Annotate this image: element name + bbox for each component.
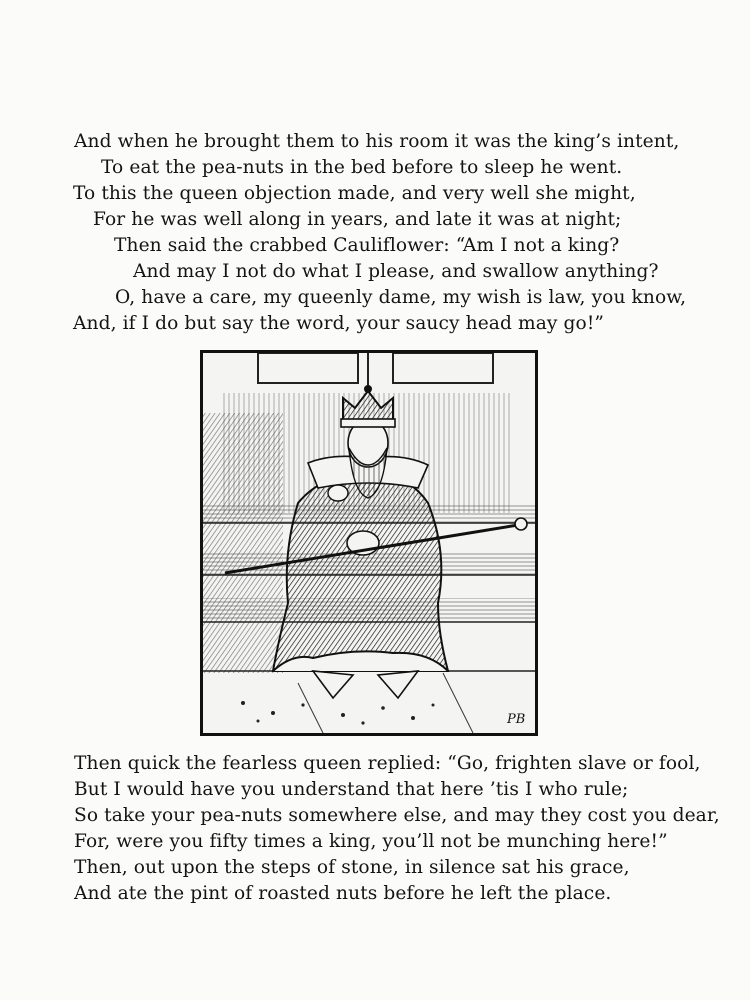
verse-line: And ate the pint of roasted nuts before he left the place. xyxy=(74,883,612,904)
verse-line: Then said the crabbed Cauliflower: “Am I not a king? xyxy=(114,235,620,256)
king-on-steps-illustration xyxy=(200,350,538,736)
verse-line: Then quick the fearless queen replied: “Go, frighten slave or fool, xyxy=(74,753,701,774)
engraving-drawing xyxy=(203,353,535,733)
verse-line: So take your pea-nuts somewhere else, and may they cost you dear, xyxy=(74,805,720,826)
verse-line: To this the queen objection made, and very well she might, xyxy=(73,183,636,204)
verse-line: And when he brought them to his room it was the king’s intent, xyxy=(74,131,680,152)
artist-monogram: PB xyxy=(507,712,526,727)
verse-line: And may I not do what I please, and swallow anything? xyxy=(133,261,659,282)
verse-line: To eat the pea-nuts in the bed before to sleep he went. xyxy=(101,157,623,178)
verse-line: O, have a care, my queenly dame, my wish is law, you know, xyxy=(115,287,687,308)
verse-line: For he was well along in years, and late it was at night; xyxy=(93,209,622,230)
verse-line: And, if I do but say the word, your saucy head may go!” xyxy=(73,313,604,334)
verse-line: But I would have you understand that here ’tis I who rule; xyxy=(74,779,629,800)
verse-line: Then, out upon the steps of stone, in silence sat his grace, xyxy=(74,857,630,878)
verse-line: For, were you fifty times a king, you’ll not be munching here!” xyxy=(74,831,668,852)
